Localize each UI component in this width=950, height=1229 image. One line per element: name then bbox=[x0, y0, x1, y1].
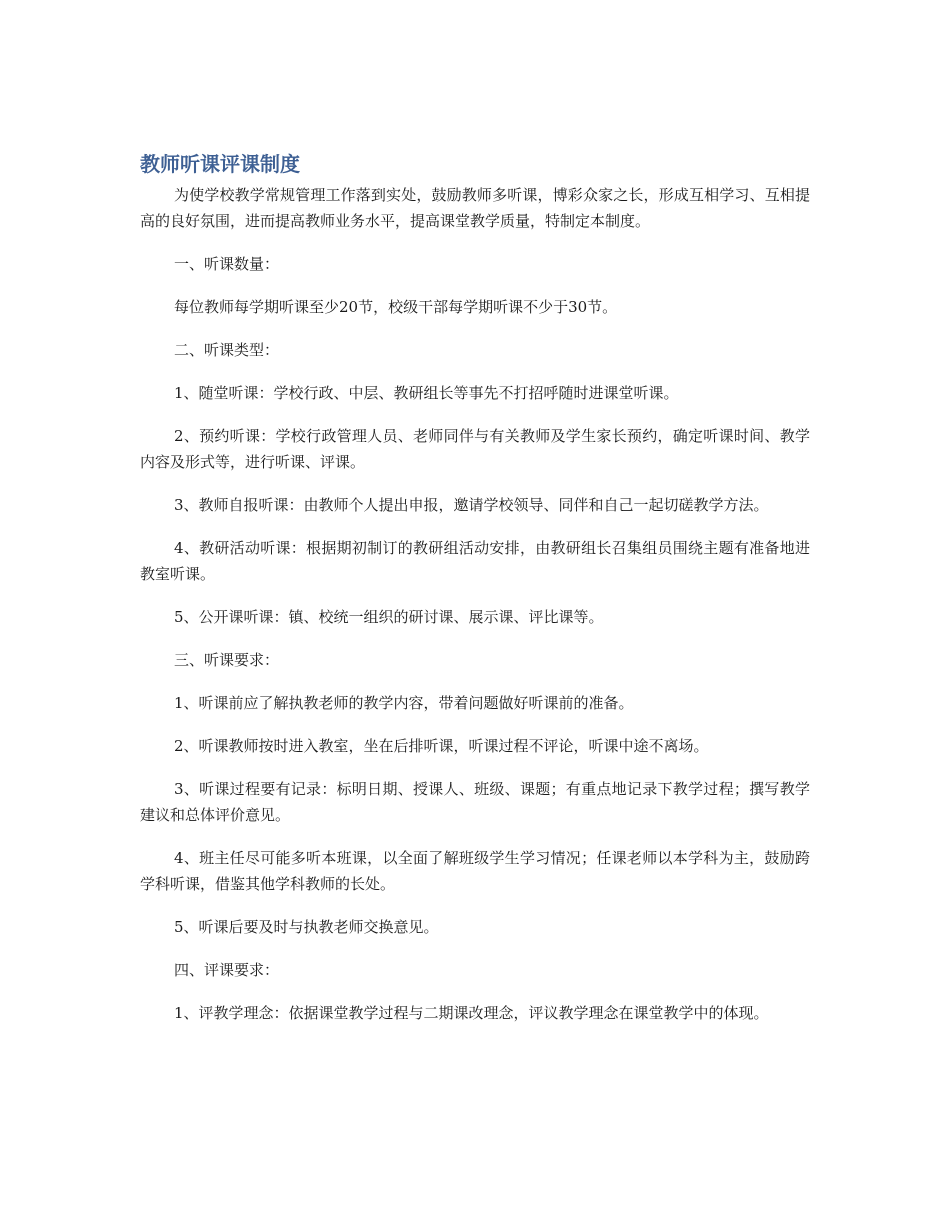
paragraph-requirement-5: 5、听课后要及时与执教老师交换意见。 bbox=[174, 918, 439, 936]
paragraph-requirement-4: 4、班主任尽可能多听本班课，以全面了解班级学生学习情况；任课老师以本学科为主，鼓励跨学科听课，借鉴其他学科教师的长处。 bbox=[140, 849, 810, 893]
paragraph-requirement-3: 3、听课过程要有记录：标明日期、授课人、班级、课题；有重点地记录下教学过程；撰写教学建议和总体评价意见。 bbox=[140, 780, 810, 824]
intro-paragraph: 为使学校教学常规管理工作落到实处，鼓励教师多听课，博彩众家之长，形成互相学习、互相提高的良好氛围，进而提高教师业务水平，提高课堂教学质量，特制定本制度。 bbox=[140, 186, 810, 230]
paragraph-type-5: 5、公开课听课：镇、校统一组织的研讨课、展示课、评比课等。 bbox=[174, 608, 604, 626]
paragraph-type-2: 2、预约听课：学校行政管理人员、老师同伴与有关教师及学生家长预约，确定听课时间、教学内容及形式等，进行听课、评课。 bbox=[140, 427, 810, 471]
paragraph-evaluation-1: 1、评教学理念：依据课堂教学过程与二期课改理念，评议教学理念在课堂教学中的体现。 bbox=[174, 1004, 769, 1022]
paragraph-type-1: 1、随堂听课：学校行政、中层、教研组长等事先不打招呼随时进课堂听课。 bbox=[174, 384, 679, 402]
document-title: 教师听课评课制度 bbox=[140, 152, 300, 176]
paragraph-type-4: 4、教研活动听课：根据期初制订的教研组活动安排，由教研组长召集组员围绕主题有准备地进教室听课。 bbox=[140, 539, 810, 583]
document-page bbox=[140, 150, 810, 1043]
section-heading-evaluation: 四、评课要求： bbox=[174, 961, 280, 979]
section-heading-types: 二、听课类型： bbox=[174, 341, 280, 359]
paragraph-type-3: 3、教师自报听课：由教师个人提出申报，邀请学校领导、同伴和自己一起切磋教学方法。 bbox=[174, 496, 769, 514]
paragraph-quantity: 每位教师每学期听课至少20节，校级干部每学期听课不少于30节。 bbox=[174, 298, 618, 316]
paragraph-requirement-2: 2、听课教师按时进入教室，坐在后排听课，听课过程不评论，听课中途不离场。 bbox=[174, 737, 709, 755]
paragraph-requirement-1: 1、听课前应了解执教老师的教学内容，带着问题做好听课前的准备。 bbox=[174, 694, 634, 712]
section-heading-quantity: 一、听课数量： bbox=[174, 255, 280, 273]
section-heading-requirements: 三、听课要求： bbox=[174, 651, 280, 669]
